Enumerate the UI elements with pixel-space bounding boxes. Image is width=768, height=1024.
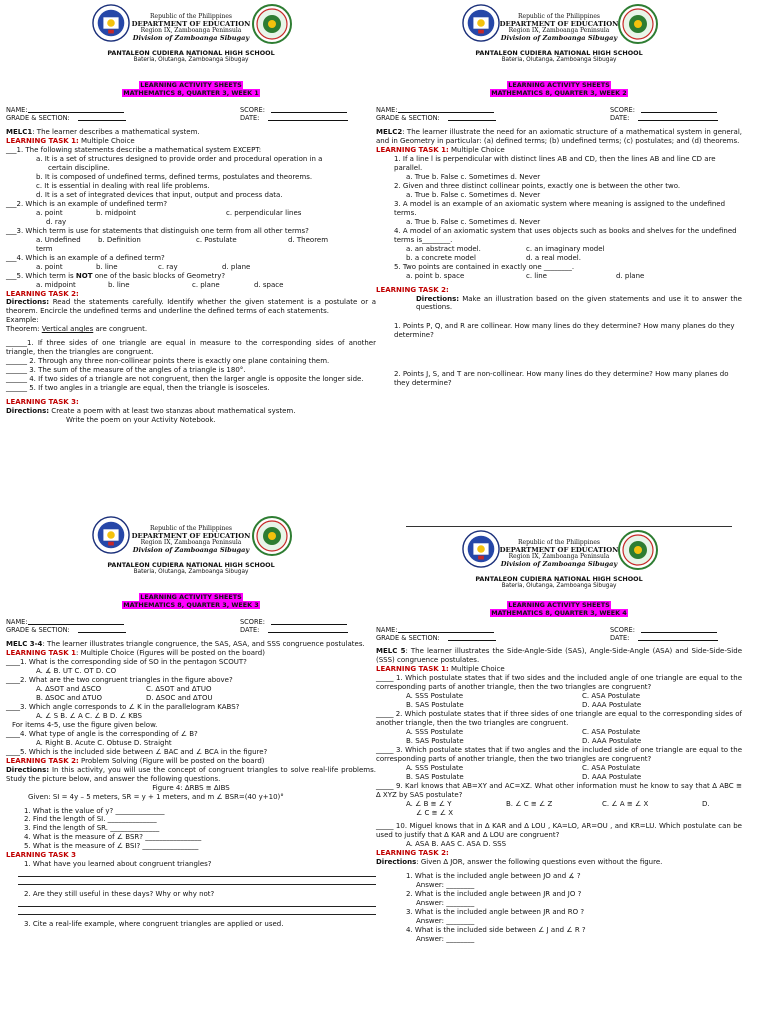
question-9: _____ 9. Karl knows that AB=XY and AC=XZ. What other information must he know to say that ∆ ABC ≅ ∆ XYZ by SAS postulate?: [376, 781, 742, 799]
title-line-2: MATHEMATICS 8, QUARTER 3, WEEK 3: [123, 600, 259, 609]
grade-field[interactable]: [448, 114, 496, 121]
grade-field[interactable]: [448, 634, 496, 641]
options-row: [6, 281, 376, 290]
melc: MELC 3-4: The learner illustrates triangle congruence, the SAS, ASA, and SSS congruence postulates.: [6, 640, 365, 649]
question-2: 2. Given and three distinct collinear points, exactly one is between the other two.: [394, 182, 681, 191]
date-label: DATE:: [610, 634, 630, 643]
score-field[interactable]: [271, 618, 347, 625]
option: B. SAS Postulate: [406, 701, 464, 710]
sheet-header: [376, 530, 742, 594]
name-field[interactable]: [398, 626, 494, 633]
problem-3: 3. Find the length of SR. ______________: [24, 824, 160, 833]
sheet-title: [6, 82, 376, 97]
name-field[interactable]: [28, 618, 124, 625]
options-row: [376, 737, 742, 746]
division-seal-icon: [252, 4, 292, 44]
option: a. point: [36, 262, 63, 271]
activity-sheet-week-4: [376, 512, 768, 1024]
options-row: [376, 701, 742, 710]
division-seal-icon: [618, 4, 658, 44]
department-text: DEPARTMENT OF EDUCATION: [131, 19, 251, 28]
options-row: [376, 245, 742, 254]
republic-text: Republic of the Philippines: [150, 13, 232, 20]
header-text-block: [126, 526, 256, 554]
options: A. ASA B. AAS C. ASA D. SSS: [406, 840, 507, 849]
option: A. ∆SOT and ∆SCO: [36, 685, 102, 694]
options-row: [376, 764, 742, 773]
question-1: _____ 1. Which postulate states that if two sides and the included angle of one triangle are equal to the corresponding parts of another triangle, then the two triangles are congruent?: [376, 674, 742, 692]
items-note: For items 4-5, use the figure given below.: [12, 720, 158, 729]
date-label: DATE:: [240, 114, 260, 123]
option: d. a real model.: [526, 253, 581, 262]
sheet-body: [376, 128, 742, 388]
task-1-heading: LEARNING TASK 1: Multiple Choice: [376, 146, 505, 155]
question-1: ___1. The following statements describe a mathematical system EXCEPT:: [6, 146, 262, 155]
name-label: NAME:: [6, 618, 28, 627]
option: C. ∠ A ≅ ∠ X: [602, 799, 649, 808]
score-field[interactable]: [641, 106, 717, 113]
option: d. ray: [46, 217, 67, 226]
options-row: [6, 694, 376, 703]
problem-5: 5. What is the measure of ∠ BSI? ________________: [24, 842, 199, 851]
option: C. ASA Postulate: [582, 727, 641, 736]
school-name: PANTALEON CUDIERA NATIONAL HIGH SCHOOL: [475, 49, 643, 57]
score-label: SCORE:: [610, 106, 635, 115]
options: a. True b. False c. Sometimes d. Never: [406, 191, 541, 200]
sheet-body: [6, 128, 376, 425]
question-4: 4. A model of an axiomatic system that uses objects such as books and shelves for the undefined terms is________.: [394, 226, 737, 244]
sheet-body: [6, 640, 376, 929]
score-field[interactable]: [641, 626, 717, 633]
republic-text: Republic of the Philippines: [518, 539, 600, 546]
option: A. SSS Postulate: [406, 763, 464, 772]
answer-line[interactable]: [18, 869, 376, 877]
department-text: DEPARTMENT OF EDUCATION: [499, 545, 619, 554]
republic-text: Republic of the Philippines: [518, 13, 600, 20]
question-2: _____ 2. Which postulate states that if three sides of one triangle are equal to the corresponding sides of another triangle, then the two triangles are congruent.: [376, 710, 742, 727]
task-3-heading: LEARNING TASK 3: [6, 851, 76, 860]
statement-1: ______1. If three sides of one triangle are equal in measure to the corresponding sides of another triangle, then the triangles are congruent.: [6, 339, 376, 357]
name-field[interactable]: [398, 106, 494, 113]
division-text: Division of Zamboanga Sibugay: [132, 546, 250, 555]
question-5: ___5. Which term is NOT one of the basic blocks of Geometry?: [6, 271, 226, 280]
option: d. plane: [616, 271, 645, 280]
problem-3: 3. What is the included angle between JR and RO ?: [406, 908, 585, 917]
answer-field[interactable]: Answer: ________: [416, 899, 475, 908]
option: D. AAA Postulate: [582, 772, 642, 781]
option: A. SSS Postulate: [406, 727, 464, 736]
task-1-heading: LEARNING TASK 1: Multiple Choice: [6, 137, 135, 146]
option: a. an abstract model.: [406, 244, 481, 253]
student-info: [6, 618, 376, 637]
options: A. ∠ S B. ∠ A C. ∠ B D. ∠ KBS: [36, 712, 142, 720]
problem-2: 2. Points J, S, and T are non-collinear. How many lines do they determine? How many planes do they determine?: [394, 370, 729, 388]
option: c. perpendicular lines: [226, 208, 302, 217]
options-row: [376, 272, 742, 281]
options-row: [376, 692, 742, 701]
school-name: PANTALEON CUDIERA NATIONAL HIGH SCHOOL: [475, 575, 643, 583]
score-field[interactable]: [271, 106, 347, 113]
question-1: ____1. What is the corresponding side of SO in the pentagon SCOUT?: [6, 658, 247, 667]
option: b. Definition: [98, 235, 141, 244]
task-2-heading: LEARNING TASK 2: Problem Solving (Figure will be posted on the board): [6, 756, 265, 765]
option: a. Undefined term: [36, 235, 81, 253]
answer-line[interactable]: [18, 899, 376, 907]
option: b. a concrete model: [406, 253, 476, 262]
date-field[interactable]: [638, 114, 718, 121]
option: c. line: [526, 271, 547, 280]
option: b. It is composed of undefined terms, defined terms, postulates and theorems.: [36, 173, 313, 182]
option-continued: certain discipline.: [48, 164, 110, 173]
department-text: DEPARTMENT OF EDUCATION: [131, 531, 251, 540]
division-text: Division of Zamboanga Sibugay: [500, 560, 618, 569]
option: b. line: [108, 280, 130, 289]
question-3: _____ 3. Which postulate states that if two angles and the included side of one triangle are equal to the corresponding parts of another triangle, then the two triangles are congruent?: [376, 745, 742, 763]
division-seal-icon: [252, 516, 292, 556]
option: d. plane: [222, 262, 251, 271]
header-text-block: [126, 14, 256, 42]
question-3: ___3. Which term is use for statements that distinguish one term from all other terms?: [6, 226, 309, 235]
student-info: [6, 106, 376, 125]
melc: MELC2: The learner illustrate the need for an axiomatic structure of a mathematical system in general, and in Geometry in particular: (a) defined terms; (b) undefined terms; (c) postulates; and (d) theorems.: [376, 128, 742, 146]
question-5: ____5. Which is the included side between ∠ BAC and ∠ BCA in the figure?: [6, 747, 268, 756]
reflection-2: 2. Are they still useful in these days? Why or why not?: [24, 890, 215, 899]
question-1: 1. If a line l is perpendicular with distinct lines AB and CD, then the lines AB and line CD are parallel.: [394, 155, 716, 173]
option: B. ∠ C ≅ ∠ Z: [506, 799, 553, 808]
option: d. space: [254, 280, 284, 289]
answer-line[interactable]: [18, 907, 376, 915]
answer-field[interactable]: Answer: ________: [416, 881, 475, 890]
region-text: Region IX, Zamboanga Peninsula: [140, 539, 242, 547]
region-text: Region IX, Zamboanga Peninsula: [140, 27, 242, 35]
deped-seal-icon: [92, 516, 130, 554]
sheet-header: [6, 516, 376, 580]
option: A. ∠ B ≅ ∠ Y: [406, 799, 452, 808]
deped-seal-icon: [462, 4, 500, 42]
question-10: _____ 10. Miguel knows that in ∆ KAR and ∆ LOU , KA=LO, AR=OU , and KR=LU. Which postulate can be used to justify that ∆ KAR and ∆ LOU are congruent?: [376, 822, 742, 840]
given: Given: SI = 4y – 5 meters, SR = y + 1 meters, and m ∠ BSR=(40 y+10)°: [28, 792, 284, 801]
division-text: Division of Zamboanga Sibugay: [500, 34, 618, 43]
option: D.: [702, 799, 710, 808]
options-row: [376, 800, 742, 809]
school-address: Bateria, Olutanga, Zamboanga Sibugay: [133, 57, 249, 63]
options-row: [6, 263, 376, 272]
options: A. ∡ B. UT C. OT D. CO: [36, 667, 117, 676]
option: D. ∆SOC and ∆TOU: [146, 694, 213, 703]
grade-label: GRADE & SECTION:: [376, 114, 440, 123]
date-field[interactable]: [268, 114, 348, 121]
score-label: SCORE:: [240, 106, 265, 115]
task-2-directions: Directions: In this activity, you will use the concept of congruent triangles to solve real-life problems. Study the picture below, and answer the following questions.: [6, 765, 376, 783]
republic-text: Republic of the Philippines: [150, 525, 232, 532]
option: C. ASA Postulate: [582, 692, 641, 701]
deped-seal-icon: [462, 530, 500, 568]
task-2-directions: Directions: Make an illustration based on the given statements and use it to answer the questions.: [416, 294, 742, 312]
title-line-1: LEARNING ACTIVITY SHEETS: [508, 81, 610, 89]
option: a. It is a set of structures designed to provide order and procedural operation in a: [36, 155, 323, 164]
problem-1: 1. What is the included angle between JO and ∡ ?: [406, 872, 581, 881]
option: a. point b. space: [406, 271, 465, 280]
school-name: PANTALEON CUDIERA NATIONAL HIGH SCHOOL: [107, 561, 275, 569]
task-2-heading: LEARNING TASK 2:: [376, 849, 449, 858]
sheet-body: [376, 647, 742, 944]
example-text: Theorem: Vertical angles are congruent.: [6, 325, 148, 334]
region-text: Region IX, Zamboanga Peninsula: [508, 27, 610, 35]
answer-field[interactable]: Answer: ________: [416, 934, 475, 943]
statement-4: ______ 4. If two sides of a triangle are not congruent, then the larger angle is opposite the longer side.: [6, 375, 364, 384]
date-label: DATE:: [240, 626, 260, 635]
grade-field[interactable]: [78, 626, 126, 633]
option: d. It is a set of integrated devices that input, output and process data.: [36, 191, 283, 200]
school-address: Bateria, Olutanga, Zamboanga Sibugay: [501, 57, 617, 63]
title-line-2: MATHEMATICS 8, QUARTER 3, WEEK 2: [491, 88, 627, 97]
title-line-1: LEARNING ACTIVITY SHEETS: [508, 601, 610, 609]
task-3-heading: LEARNING TASK 3:: [6, 398, 79, 407]
activity-sheet-week-1: [0, 0, 384, 512]
option: b. midpoint: [96, 208, 136, 217]
sheet-title: [6, 594, 376, 609]
score-label: SCORE:: [610, 626, 635, 635]
options: A. Right B. Acute C. Obtuse D. Straight: [36, 738, 172, 747]
option: c. plane: [192, 280, 220, 289]
date-field[interactable]: [268, 626, 348, 633]
sheet-title: [376, 602, 742, 617]
problem-4: 4. What is the included side between ∠ J and ∠ R ?: [406, 925, 586, 934]
question-2: ____2. What are the two congruent triangles in the figure above?: [6, 676, 233, 685]
question-4: ____4. What type of angle is the corresponding of ∠ B?: [6, 729, 198, 738]
region-text: Region IX, Zamboanga Peninsula: [508, 553, 610, 561]
answer-field[interactable]: Answer: ________: [416, 917, 475, 926]
title-line-2: MATHEMATICS 8, QUARTER 3, WEEK 4: [491, 608, 627, 617]
task-2-directions: Directions: Given ∆ JOR, answer the following questions even without the figure.: [376, 858, 663, 867]
problem-1: 1. Points P, Q, and R are collinear. How many lines do they determine? How many planes do they determine?: [394, 322, 735, 340]
title-line-1: LEARNING ACTIVITY SHEETS: [140, 593, 242, 601]
option: ∠ C ≅ ∠ X: [416, 808, 453, 817]
division-text: Division of Zamboanga Sibugay: [132, 34, 250, 43]
school-name: PANTALEON CUDIERA NATIONAL HIGH SCHOOL: [107, 49, 275, 57]
student-info: [376, 626, 742, 645]
melc: MELC 5: The learner illustrates the Side-Angle-Side (SAS), Angle-Side-Angle (ASA) and Side-Side-Side (SSS) congruence postulates.: [376, 647, 742, 665]
grade-label: GRADE & SECTION:: [6, 626, 70, 635]
options-row: [376, 773, 742, 782]
options-row: [376, 728, 742, 737]
option: c. It is essential in dealing with real life problems.: [36, 182, 210, 191]
task-2-heading: LEARNING TASK 2:: [6, 289, 79, 298]
task-1-heading: LEARNING TASK 1: Multiple Choice (Figures will be posted on the board): [6, 649, 265, 658]
department-text: DEPARTMENT OF EDUCATION: [499, 19, 619, 28]
question-3: 3. A model is an example of an axiomatic system where meaning is assigned to the undefined terms.: [394, 200, 726, 217]
question-2: ___2. Which is an example of undefined term?: [6, 200, 168, 208]
option: C. ASA Postulate: [582, 763, 641, 772]
option: D. AAA Postulate: [582, 701, 642, 710]
answer-line[interactable]: [18, 877, 376, 885]
option: B. SAS Postulate: [406, 772, 464, 781]
options: a. True b. False c. Sometimes d. Never: [406, 173, 541, 182]
option: D. AAA Postulate: [582, 736, 642, 745]
example-label: Example:: [6, 316, 39, 325]
option: d. Theorem: [288, 235, 329, 244]
question-4: ___4. Which is an example of a defined term?: [6, 253, 165, 262]
question-5: 5. Two points are contained in exactly one ________.: [394, 262, 575, 271]
figure-caption: Figure 4: ∆RBS ≅ ∆IBS: [152, 783, 230, 792]
option: C. ∆SOT and ∆TUO: [146, 685, 212, 694]
deped-seal-icon: [92, 4, 130, 42]
header-text-block: [496, 14, 622, 42]
sheet-header: [376, 4, 742, 68]
date-field[interactable]: [638, 634, 718, 641]
school-address: Bateria, Olutanga, Zamboanga Sibugay: [133, 569, 249, 575]
option: B. SAS Postulate: [406, 736, 464, 745]
problem-1: 1. What is the value of y? ______________: [24, 806, 165, 815]
statement-3: ______ 3. The sum of the measure of the angles of a triangle is 180°.: [6, 366, 246, 375]
option: A. SSS Postulate: [406, 692, 464, 701]
problem-2: 2. Find the length of SI. ______________: [24, 815, 157, 824]
question-3: ____3. Which angle corresponds to ∠ K in the parallelogram KABS?: [6, 703, 240, 712]
option: c. ray: [158, 262, 178, 271]
problem-4: 4. What is the measure of ∠ BSR? ________________: [24, 833, 202, 842]
grade-label: GRADE & SECTION:: [6, 114, 70, 123]
activity-sheet-week-2: [376, 0, 768, 512]
option: a. midpoint: [36, 280, 76, 289]
options-row: [376, 254, 742, 263]
title-line-2: MATHEMATICS 8, QUARTER 3, WEEK 1: [123, 88, 259, 97]
sheet-title: [376, 82, 742, 97]
option: b. line: [96, 262, 118, 271]
header-text-block: [496, 540, 622, 568]
melc: MELC1: The learner describes a mathematical system.: [6, 128, 200, 137]
options: a. True b. False c. Sometimes d. Never: [406, 217, 541, 226]
activity-sheet-week-3: [0, 512, 384, 1024]
score-label: SCORE:: [240, 618, 265, 627]
school-address: Bateria, Olutanga, Zamboanga Sibugay: [501, 583, 617, 589]
task-3-directions-2: Write the poem on your Activity Notebook.: [66, 415, 216, 424]
problem-2: 2. What is the included angle between JR and JO ?: [406, 890, 582, 899]
task-2-heading: LEARNING TASK 2:: [376, 285, 449, 294]
option: c. an imaginary model: [526, 244, 605, 253]
name-label: NAME:: [376, 106, 398, 115]
student-info: [376, 106, 742, 125]
options-row: [6, 209, 376, 218]
task-3-directions: Directions: Create a poem with at least two stanzas about mathematical system.: [6, 406, 296, 415]
options-row: [6, 236, 376, 254]
division-seal-icon: [618, 530, 658, 570]
option: a. point: [36, 208, 63, 217]
sheet-header: [6, 4, 376, 68]
options-row: [6, 685, 376, 694]
title-line-1: LEARNING ACTIVITY SHEETS: [140, 81, 242, 89]
date-label: DATE:: [610, 114, 630, 123]
grade-label: GRADE & SECTION:: [376, 634, 440, 643]
task-1-heading: LEARNING TASK 1: Multiple Choice: [376, 665, 505, 674]
grade-field[interactable]: [78, 114, 126, 121]
task-2-directions: Directions: Read the statements carefully. Identify whether the given statement is a postulate or a theorem. Encircle the undefined terms and underline the defined terms of each statements.: [6, 298, 376, 316]
reflection-3: 3. Cite a real-life example, where congruent triangles are applied or used.: [24, 920, 284, 929]
option: B. ∆SOC and ∆TUO: [36, 694, 102, 703]
statement-2: ______ 2. Through any three non-collinear points there is exactly one plane containing them.: [6, 357, 330, 366]
option: c. Postulate: [196, 235, 237, 244]
name-label: NAME:: [6, 106, 28, 115]
reflection-1: 1. What have you learned about congruent triangles?: [24, 860, 212, 869]
statement-5: ______ 5. If two angles in a triangle are equal, then the triangle is isosceles.: [6, 384, 270, 393]
name-field[interactable]: [28, 106, 124, 113]
top-rule: [406, 526, 732, 527]
name-label: NAME:: [376, 626, 398, 635]
